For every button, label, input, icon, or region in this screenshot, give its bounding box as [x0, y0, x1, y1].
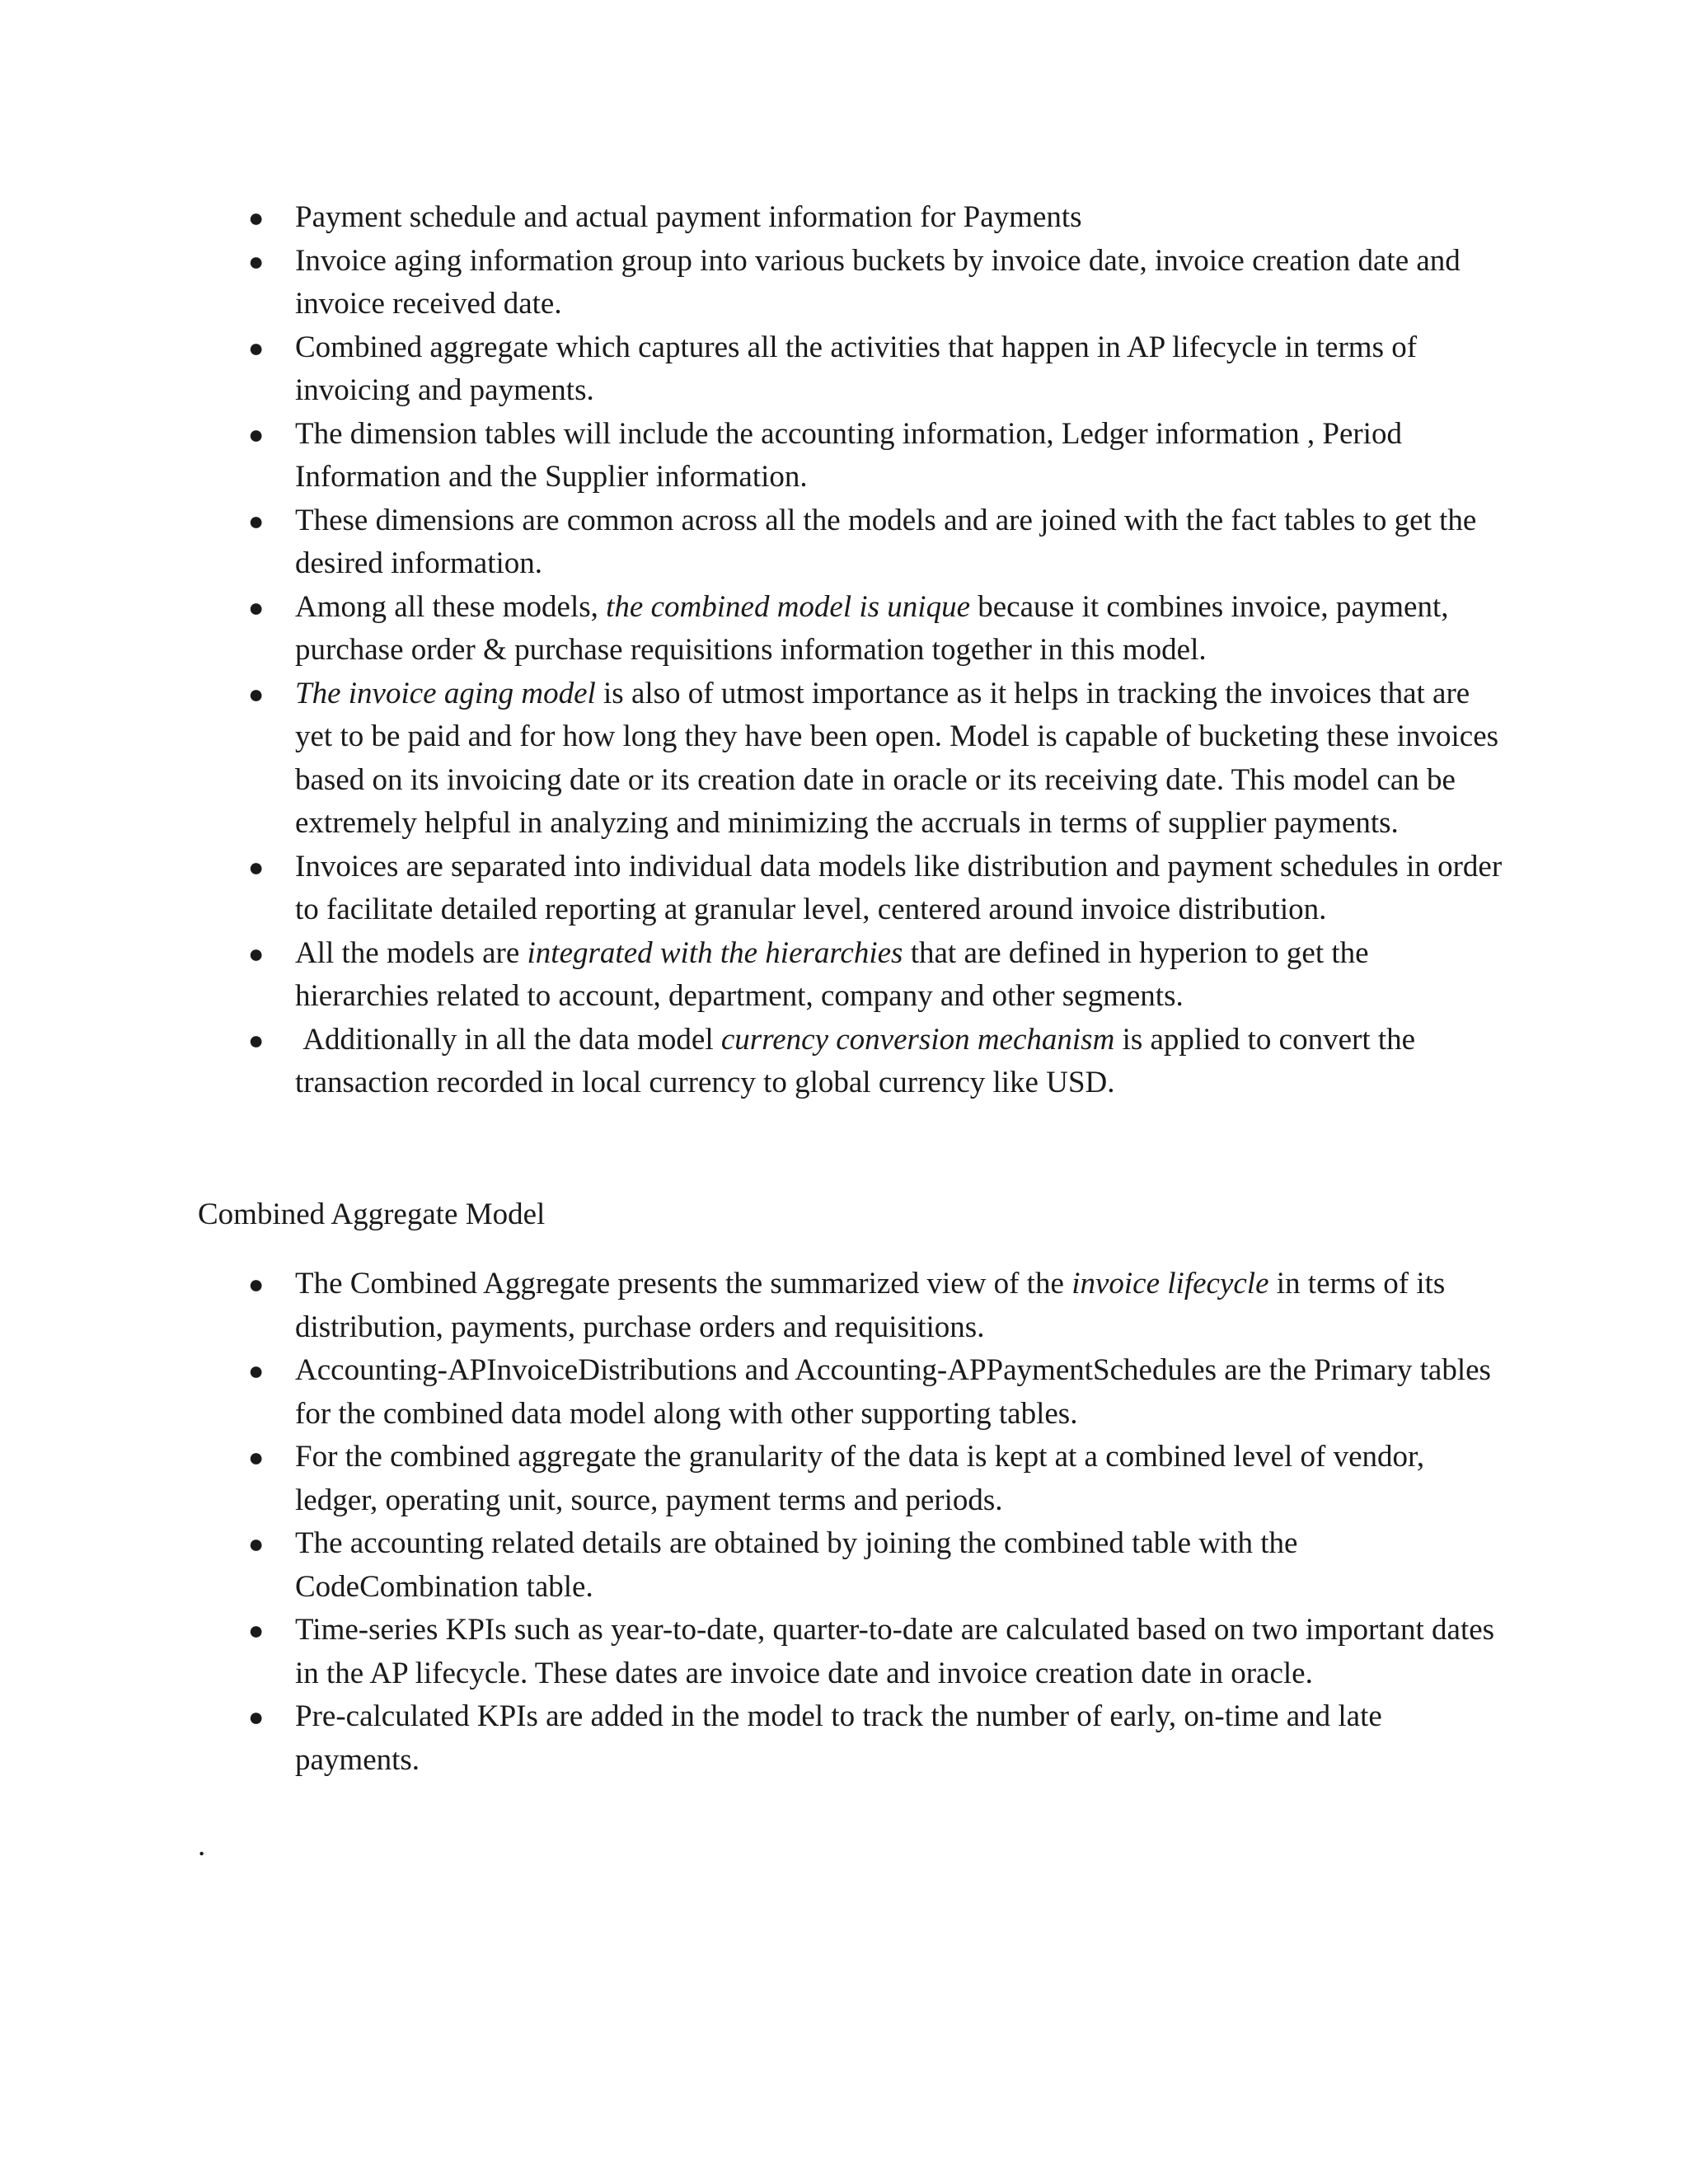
list-item	[248, 1695, 1507, 1782]
list-item-text: Combined aggregate which captures all the activities that happen in AP lifecycle in terms of invoicing and payments.	[295, 330, 1418, 407]
list-item-text: All the models are	[295, 935, 528, 970]
list-item-text: that are defined in hyperion to get the hierarchies related to account, department, company and other segments.	[295, 935, 1369, 1013]
list-item	[248, 932, 1507, 1019]
bullet-icon: ●	[248, 332, 265, 363]
bullet-icon: ●	[248, 419, 265, 449]
emphasis-text: The invoice aging model	[295, 676, 596, 710]
list-item-text: in terms of its distribution, payments, purchase orders and requisitions.	[295, 1267, 1446, 1344]
bullet-icon: ●	[248, 203, 265, 232]
trailing-mark: .	[198, 1829, 206, 1863]
list-item-text: For the combined aggregate the granularity of the data is kept at a combined level of vendor, ledger, operating unit, source, payment terms and periods.	[295, 1440, 1425, 1517]
bullet-icon: ●	[248, 246, 265, 276]
list-item	[248, 586, 1507, 673]
bullet-list-models	[248, 196, 1507, 1105]
list-item	[248, 413, 1507, 499]
list-item-text: is also of utmost importance as it helps in tracking the invoices that are yet to be paid and for how long they have been open. Model is capable of bucketing these invoices based on its invoicing date or its creation date in oracle or its receiving date. This model can be extremely helpful in analyzing and minimizing the accruals in terms of supplier payments.	[295, 676, 1499, 840]
list-item	[248, 1436, 1507, 1522]
bullet-icon: ●	[248, 938, 265, 968]
emphasis-text: integrated with the hierarchies	[527, 935, 903, 970]
list-item	[248, 1609, 1507, 1695]
list-item-text: Invoices are separated into individual data models like distribution and payment schedules in order to facilitate detailed reporting at granular level, centered around invoice distribution.	[295, 849, 1503, 926]
bullet-icon: ●	[248, 1702, 265, 1732]
list-item	[248, 499, 1507, 586]
bullet-icon: ●	[248, 505, 265, 536]
list-item	[248, 673, 1507, 846]
bullet-icon: ●	[248, 592, 265, 622]
list-item-text: The dimension tables will include the accounting information, Ledger information , Period Information and the Supplier information.	[295, 416, 1402, 494]
list-item-text: is applied to convert the transaction recorded in local currency to global currency like USD.	[295, 1022, 1416, 1099]
list-item-text: Pre-calculated KPIs are added in the model to track the number of early, on-time and late payments.	[295, 1699, 1382, 1777]
list-item-text: Among all these models,	[295, 589, 607, 624]
bullet-icon: ●	[248, 1529, 265, 1558]
list-item	[248, 240, 1507, 326]
bullet-icon: ●	[248, 1615, 265, 1645]
bullet-icon: ●	[248, 1356, 265, 1385]
list-item	[248, 1019, 1507, 1105]
emphasis-text: the combined model is unique	[606, 589, 970, 624]
list-item-text: Invoice aging information group into various buckets by invoice date, invoice creation date and invoice received date.	[295, 243, 1461, 321]
list-item-text: Accounting-APInvoiceDistributions and Accounting-APPaymentSchedules are the Primary tables for the combined data model along with other supporting tables.	[295, 1353, 1491, 1431]
list-item	[248, 1263, 1507, 1349]
list-item	[248, 196, 1507, 240]
emphasis-text: invoice lifecycle	[1071, 1267, 1269, 1301]
bullet-icon: ●	[248, 851, 265, 882]
bullet-list-combined-aggregate	[248, 1263, 1507, 1782]
bullet-icon: ●	[248, 1442, 265, 1472]
list-item-text: Additionally in all the data model	[295, 1022, 721, 1057]
list-item-text: Time-series KPIs such as year-to-date, quarter-to-date are calculated based on two important dates in the AP lifecycle. These dates are invoice date and invoice creation date in oracle.	[295, 1613, 1495, 1690]
bullet-icon: ●	[248, 1024, 265, 1055]
list-item	[248, 1349, 1507, 1436]
list-item-text: Payment schedule and actual payment information for Payments	[295, 200, 1082, 234]
list-item-text: The accounting related details are obtained by joining the combined table with the CodeCombination table.	[295, 1526, 1298, 1604]
emphasis-text: currency conversion mechanism	[720, 1022, 1115, 1057]
list-item	[248, 846, 1507, 932]
bullet-icon: ●	[248, 678, 265, 709]
bullet-icon: ●	[248, 1269, 265, 1299]
list-item	[248, 1522, 1507, 1609]
list-item	[248, 326, 1507, 413]
list-item-text: These dimensions are common across all the models and are joined with the fact tables to get the desired information.	[295, 503, 1477, 580]
section-heading: Combined Aggregate Model	[198, 1197, 546, 1231]
list-item-text: The Combined Aggregate presents the summarized view of the	[295, 1267, 1072, 1301]
list-item-text: because it combines invoice, payment, purchase order & purchase requisitions information together in this model.	[295, 589, 1449, 667]
